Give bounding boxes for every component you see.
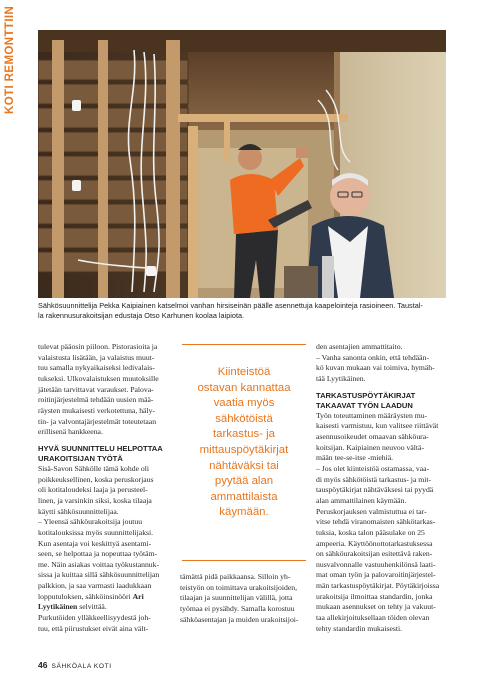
caption-line: la rakennusurakoitsijan edustaja Otso Karhunen koolaa laipiota. <box>38 311 245 321</box>
body-line: on sähköurakoitsijan esitettävä raken- <box>316 549 433 559</box>
body-line: Työn toteuttaminen määräysten mu- <box>316 410 428 420</box>
body-line: tää Lyytikäinen. <box>316 373 366 383</box>
pull-quote-line: mittauspöytäkirjat <box>199 443 289 456</box>
magazine-name: SÄHKÖALA KOTI <box>51 663 112 670</box>
body-line: kotitalouksissa myös suunnittelijaksi. <box>38 527 154 537</box>
body-line: alan ammattilainen käymään. <box>316 495 407 505</box>
body-line: nusvalvonnalle vastuuhenkilönsä laati- <box>316 559 436 569</box>
body-line: tämättä pidä paikkaansa. Silloin yh- <box>180 572 291 581</box>
pull-quote-line: tarkastus- ja <box>212 428 276 441</box>
body-line: linen, ja varsinkin siksi, koska tilaaja <box>38 495 152 505</box>
body-line: tilaajan ja suunnittelijan välillä, jotta <box>180 593 293 603</box>
page-footer <box>38 655 112 670</box>
body-line: tulevat pääosin piiloon. Pistorasioita ja <box>38 342 158 351</box>
body-line: sissa ja kuittaa sillä sähkösuunnittelijan <box>38 570 160 580</box>
body-line: vitse tehdä viranomaisten sähkötarkas- <box>316 517 436 527</box>
body-text: selvittää. <box>79 602 107 612</box>
article-column-1 <box>38 342 174 634</box>
body-line: Purkutöiden ylläkkeellisyydestä joh- <box>38 613 151 623</box>
article-photo <box>38 30 446 298</box>
article-column-3 <box>316 342 448 634</box>
body-line: – Jos olet kiinteistöä ostamassa, vaa- <box>316 463 430 473</box>
body-line: den asentajien ammattitaito. <box>316 342 403 351</box>
photo-caption <box>38 301 450 322</box>
body-line: tuksia, koska talon pääsulake on 25 <box>316 527 425 537</box>
body-line: tehty standardin mukaisesti. <box>316 623 403 633</box>
subheading: TARKASTUSPÖYTÄKIRJAT <box>316 390 416 400</box>
page-number: 46 <box>38 660 48 670</box>
body-line: tin- ja valvontajärjestelmät toteutetaan <box>38 416 157 426</box>
pull-quote-line: ostavan kannattaa <box>197 381 291 394</box>
body-line: Sisä-Savon Sähkölle tämä kohde oli <box>38 463 150 473</box>
pull-quote-line: sähkötöistä <box>215 412 273 425</box>
body-line: oli kotitaloudeksi laaja ja perusteel- <box>38 485 148 495</box>
caption-line: Sähkösuunnittelija Pekka Kaipiainen katselmoi vanhan hirsiseinän päälle asennettuja kaapelointeja rasioineen. Taustal- <box>38 301 423 310</box>
pull-quote <box>182 365 306 521</box>
body-line: mat oman työn ja palovaroitinjärjestel- <box>316 570 436 580</box>
body-line: taa allekirjoituksellaan töiden olevan <box>316 613 430 623</box>
body-line: roitinjärjestelmä tehdään uusien mää- <box>38 395 154 405</box>
body-line: kaisesti varmistuu, kun valitsee riittävät <box>316 421 439 431</box>
body-line: seen, se helpottaa ja nopeuttaa työtäm- <box>38 549 158 559</box>
pull-quote-line: pyytää alan <box>214 475 274 488</box>
pull-quote-line: ammattilaista <box>210 490 278 503</box>
pull-quote-line: nähtäväksi tai <box>209 459 279 472</box>
body-line: valaistusta lisätään, ja valaistus muut- <box>38 352 155 362</box>
body-line: män tarkastuspöytäkirjat. Pöytäkirjoissa <box>316 581 440 591</box>
body-line: urakoitsija ilmoittaa standardin, jonka <box>316 591 433 601</box>
pull-quote-line: Kiinteistöä <box>217 366 271 378</box>
body-line: tukseksi. Ulkovalaistuksen muutoksille <box>38 373 159 383</box>
body-line: ampeeria. Käyttöönottotarkastuksessa <box>316 538 433 548</box>
pull-quote-line: vaatia myös <box>213 397 275 410</box>
pull-quote-bottom-rule <box>182 560 306 561</box>
body-line: tuu samalla nykyaikaiseksi ledivalais- <box>38 363 155 373</box>
article-column-2 <box>180 572 308 625</box>
body-line: di myös sähkötöistä tarkastus- ja mit- <box>316 474 432 484</box>
body-line <box>38 592 174 603</box>
body-line: – Yleensä sähköurakoitsija joutuu <box>38 517 143 527</box>
body-line: tauspöytäkirjat nähtäväksesi tai pyydä <box>316 485 434 495</box>
body-line: poikkeuksellinen, koska peruskorjaus <box>38 474 154 484</box>
section-label: KOTI REMONTTIIN <box>4 6 16 115</box>
body-line: räysten mukaisesti verkotettuna, häly- <box>38 405 155 415</box>
body-line: sähköasentajan ja muiden urakoitsijoi- <box>180 614 299 624</box>
subheading: HYVÄ SUUNNITTELU HELPOTTAA <box>38 443 163 453</box>
body-line: palkkion, ja saa varmasti laadukkaan <box>38 581 152 591</box>
body-line <box>38 602 174 613</box>
body-line: Peruskorjauksen valmistuttua ei tar- <box>316 506 427 516</box>
body-line: – Vanha sanonta onkin, että tehdään- <box>316 352 429 362</box>
body-line: teistyön on toimittava urakoitsijoiden, <box>180 582 298 592</box>
body-line: tuu, että piirustukset eivät aina vält- <box>38 623 149 633</box>
body-line: työmaa ei pysähdy. Samalla korostuu <box>180 603 295 613</box>
body-line: erillisenä hankkeena. <box>38 427 103 437</box>
pull-quote-line: käymään. <box>219 506 269 519</box>
person-name: Ari <box>132 591 144 601</box>
pull-quote-top-rule <box>182 344 306 345</box>
body-text: lopputuloksen, sähköinsinööri <box>38 591 131 601</box>
body-line: mään tee-se-itse -miehiä. <box>316 453 394 463</box>
body-line: me. Näin asiakas voittaa työkustannuk- <box>38 559 160 569</box>
body-line: mukaan asennukset on tehty ja vakuut- <box>316 602 436 612</box>
photo-illustration <box>38 30 446 298</box>
subheading: TAKAAVAT TYÖN LAADUN <box>316 400 413 410</box>
body-line: käytti sähkösuunnittelijaa. <box>38 506 119 516</box>
person-name: Lyytikäinen <box>38 602 78 612</box>
body-line: kö kuvan mukaan vai toimiva, hymäh- <box>316 363 435 373</box>
body-line: Kun asentaja voi keskittyä asentami- <box>38 538 152 548</box>
body-line: koitsijan. Kaipiainen neuvoo vältä- <box>316 442 425 452</box>
body-line: asennusoikeudet omaavan sähköura- <box>316 431 429 441</box>
subheading: URAKOITSIJAN TYÖTÄ <box>38 453 123 463</box>
body-line: jätetään tarvittavat varaukset. Palova- <box>38 384 154 394</box>
